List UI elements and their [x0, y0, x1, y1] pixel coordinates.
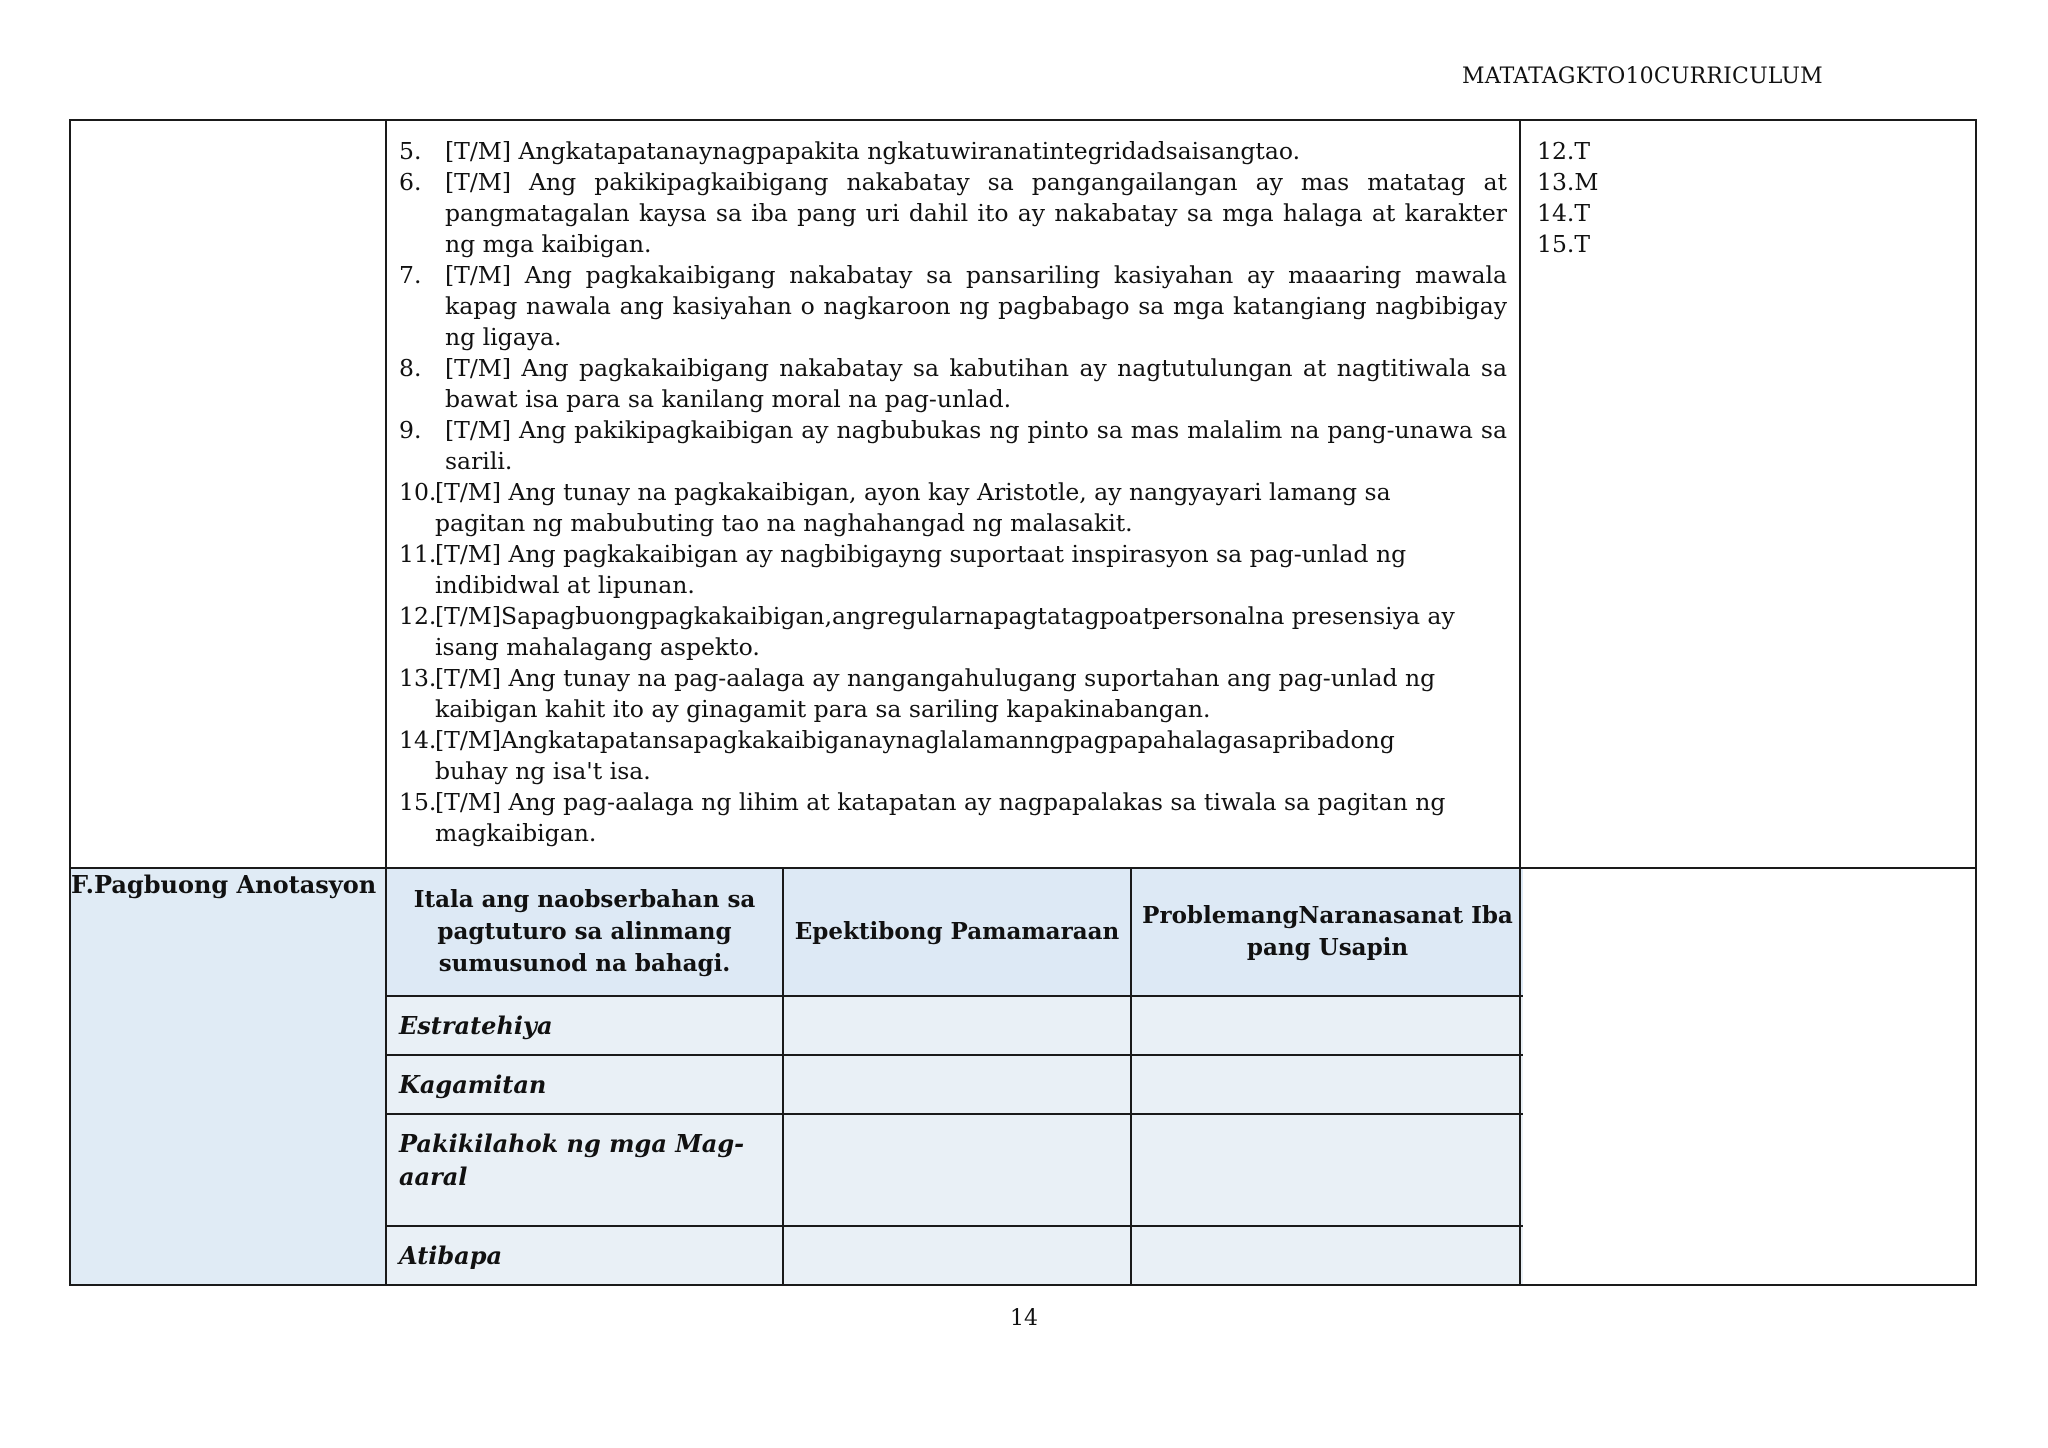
effective-method-field[interactable]: [783, 1226, 1131, 1284]
problems-field[interactable]: [1131, 1055, 1523, 1114]
list-item: 7. [T/M] Ang pagkakaibigang nakabatay sa pansariling kasiyahan ay maaaring mawala kapag nawala ang kasiyahan o nagkaroon ng pagbabago sa mga katangiang nagbibigay ng ligaya.: [399, 261, 1507, 351]
list-item: 11. [T/M] Ang pagkakaibigan ay nagbibigayng suportaat inspirasyon sa pag-unlad ng indibidwal at lipunan.: [399, 540, 1407, 599]
problems-field[interactable]: [1131, 1114, 1523, 1226]
answer-item: 14.T: [1537, 199, 1591, 227]
annotation-table: [387, 869, 1523, 1284]
answer-key: [1521, 121, 1975, 275]
list-item: 13. [T/M] Ang tunay na pag-aalaga ay nangangahulugang suportahan ang pag-unlad ng kaibigan kahit ito ay ginagamit para sa sariling kapakinabangan.: [399, 664, 1436, 723]
table-row: [387, 1226, 1523, 1284]
list-item: 9. [T/M] Ang pakikipagkaibigan ay nagbubukas ng pinto sa mas malalim na pang-unawa sa sarili.: [399, 416, 1507, 475]
annotation-header-row: [387, 869, 1523, 996]
list-item: 8. [T/M] Ang pagkakaibigang nakabatay sa kabutihan ay nagtutulungan at nagtitiwala sa bawat isa para sa kanilang moral na pag-unlad.: [399, 354, 1507, 413]
effective-method-field[interactable]: [783, 1055, 1131, 1114]
page-number: 14: [1010, 1306, 1038, 1331]
problems-field[interactable]: [1131, 996, 1523, 1055]
answer-item: 15.T: [1537, 230, 1591, 258]
row-label-cell: Estratehiya: [387, 996, 783, 1055]
true-false-items: [387, 121, 1519, 867]
effective-method-header: Epektibong Pamamaraan: [783, 869, 1131, 996]
list-item: 15. [T/M] Ang pag-aalaga ng lihim at katapatan ay nagpapalakas sa tiwala sa pagitan ng magkaibigan.: [399, 788, 1446, 847]
row-label-cell: Pakikilahok ng mga Mag-aaral: [387, 1114, 783, 1226]
effective-method-field[interactable]: [783, 1114, 1131, 1226]
list-item: 12. [T/M]Sapagbuongpagkakaibigan,angregularnapagtatagpoatpersonalna presensiya ay isang mahalagang aspekto.: [399, 602, 1455, 661]
list-item: 6. [T/M] Ang pakikipagkaibigang nakabatay sa pangangailangan ay mas matatag at pangmatagalan kaysa sa iba pang uri dahil ito ay nakabatay sa mga halaga at karakter ng mga kaibigan.: [399, 168, 1507, 258]
observation-header: Itala ang naobserbahan sa pagtuturo sa alinmang sumusunod na bahagi.: [387, 869, 783, 996]
problems-header: ProblemangNaranasanat Iba pang Usapin: [1131, 869, 1523, 996]
answer-item: 13.M: [1537, 168, 1599, 196]
list-item: 5. [T/M] Angkatapatanaynagpapakita ngkatuwiranatintegridadsaisangtao.: [399, 137, 1301, 165]
list-item: 10. [T/M] Ang tunay na pagkakaibigan, ayon kay Aristotle, ay nangyayari lamang sa pagitan ng mabubuting tao na naghahangad ng malasakit.: [399, 478, 1391, 537]
items-row: [70, 120, 1976, 868]
table-row: [387, 996, 1523, 1055]
table-row: [387, 1055, 1523, 1114]
row-label-cell: Atibapa: [387, 1226, 783, 1284]
row-label-cell: Kagamitan: [387, 1055, 783, 1114]
problems-field[interactable]: [1131, 1226, 1523, 1284]
section-f-label: F.Pagbuong Anotasyon: [70, 868, 386, 1285]
list-item: 14. [T/M]Angkatapatansapagkakaibiganaynaglalamanngpagpapahalagasapribadong buhay ng isa't isa.: [399, 726, 1395, 785]
empty-label-cell: [70, 120, 386, 868]
answers-cell: [1520, 120, 1976, 868]
items-cell: [386, 120, 1520, 868]
lesson-table: [69, 119, 1977, 1286]
table-row: [387, 1114, 1523, 1226]
empty-annotation-cell: [1520, 868, 1976, 1285]
answer-item: 12.T: [1537, 137, 1591, 165]
curriculum-header: MATATAGKTO10CURRICULUM: [1462, 64, 1823, 89]
annotation-grid-cell: [386, 868, 1520, 1285]
annotation-row: [70, 868, 1976, 1285]
effective-method-field[interactable]: [783, 996, 1131, 1055]
